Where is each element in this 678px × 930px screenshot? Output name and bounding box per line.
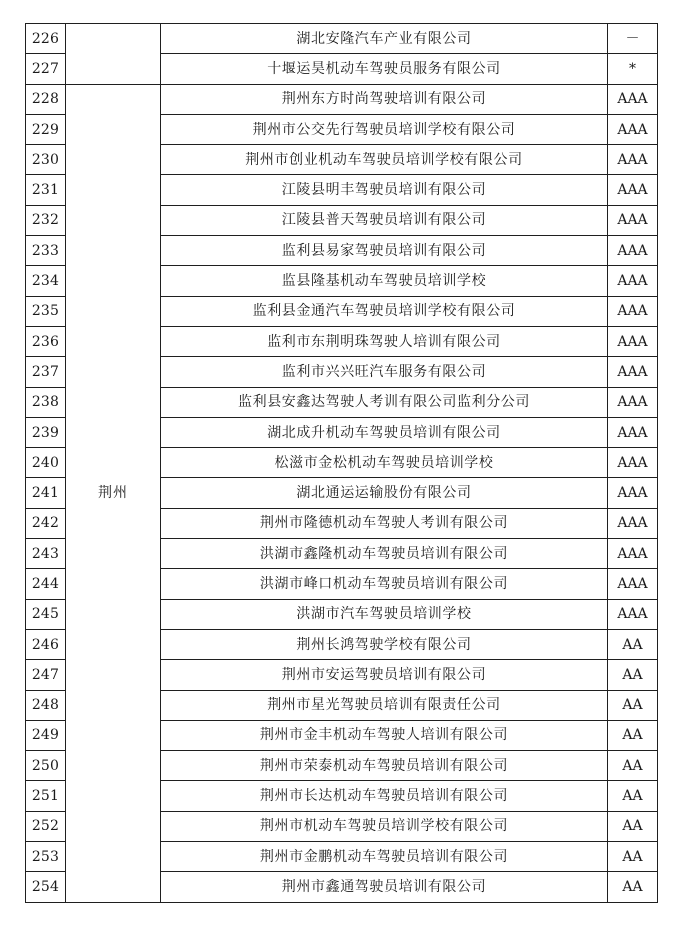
row-number: 247 [26,660,66,690]
company-name: 洪湖市峰口机动车驾驶员培训有限公司 [161,569,608,599]
row-number: 249 [26,720,66,750]
row-number: 254 [26,872,66,902]
row-number: 228 [26,84,66,114]
company-name: 监利市兴兴旺汽车服务有限公司 [161,357,608,387]
row-number: 248 [26,690,66,720]
region-cell [66,24,161,85]
rating-grade: AAA [608,114,658,144]
row-number: 243 [26,539,66,569]
rating-grade: AAA [608,478,658,508]
company-name: 荆州市创业机动车驾驶员培训学校有限公司 [161,145,608,175]
rating-grade: AAA [608,175,658,205]
row-number: 241 [26,478,66,508]
company-name: 松滋市金松机动车驾驶员培训学校 [161,448,608,478]
row-number: 231 [26,175,66,205]
company-name: 洪湖市鑫隆机动车驾驶员培训有限公司 [161,539,608,569]
rating-grade: AA [608,660,658,690]
rating-grade: AAA [608,266,658,296]
rating-grade: AAA [608,84,658,114]
row-number: 227 [26,54,66,84]
row-number: 253 [26,842,66,872]
company-name: 江陵县明丰驾驶员培训有限公司 [161,175,608,205]
rating-grade: AAA [608,539,658,569]
company-name: 监利县安鑫达驾驶人考训有限公司监利分公司 [161,387,608,417]
company-name: 荆州东方时尚驾驶培训有限公司 [161,84,608,114]
company-name: 监利县易家驾驶员培训有限公司 [161,236,608,266]
rating-grade: AA [608,751,658,781]
company-name: 荆州长鸿驾驶学校有限公司 [161,629,608,659]
row-number: 252 [26,811,66,841]
rating-grade: AA [608,690,658,720]
company-name: 荆州市星光驾驶员培训有限责任公司 [161,690,608,720]
row-number: 250 [26,751,66,781]
rating-grade: AA [608,872,658,902]
rating-grade: AA [608,811,658,841]
company-name: 荆州市鑫通驾驶员培训有限公司 [161,872,608,902]
row-number: 240 [26,448,66,478]
row-number: 237 [26,357,66,387]
company-name: 湖北通运运输股份有限公司 [161,478,608,508]
region-cell: 荆州 [66,84,161,902]
rating-grade: AAA [608,387,658,417]
rating-grade: AA [608,781,658,811]
company-name: 荆州市机动车驾驶员培训学校有限公司 [161,811,608,841]
company-name: 江陵县普天驾驶员培训有限公司 [161,205,608,235]
rating-grade: AAA [608,326,658,356]
row-number: 229 [26,114,66,144]
row-number: 232 [26,205,66,235]
company-name: 荆州市公交先行驾驶员培训学校有限公司 [161,114,608,144]
company-name: 十堰运昊机动车驾驶员服务有限公司 [161,54,608,84]
driving-school-rating-table [25,23,658,903]
row-number: 230 [26,145,66,175]
rating-grade: AAA [608,508,658,538]
row-number: 233 [26,236,66,266]
rating-grade: AAA [608,599,658,629]
company-name: 湖北安隆汽车产业有限公司 [161,24,608,54]
row-number: 226 [26,24,66,54]
row-number: 238 [26,387,66,417]
row-number: 239 [26,417,66,447]
rating-grade: AAA [608,236,658,266]
rating-grade: AAA [608,448,658,478]
company-name: 荆州市安运驾驶员培训有限公司 [161,660,608,690]
rating-grade: AAA [608,145,658,175]
rating-grade: * [608,54,658,84]
company-name: 荆州市金丰机动车驾驶人培训有限公司 [161,720,608,750]
rating-grade: AA [608,629,658,659]
company-name: 荆州市金鹏机动车驾驶员培训有限公司 [161,842,608,872]
rating-grade: AAA [608,417,658,447]
row-number: 245 [26,599,66,629]
table-row [26,84,658,114]
rating-grade: AAA [608,205,658,235]
company-name: 监县隆基机动车驾驶员培训学校 [161,266,608,296]
row-number: 235 [26,296,66,326]
table-row [26,24,658,54]
company-name: 洪湖市汽车驾驶员培训学校 [161,599,608,629]
company-name: 荆州市隆德机动车驾驶人考训有限公司 [161,508,608,538]
row-number: 234 [26,266,66,296]
rating-grade: AAA [608,569,658,599]
company-name: 湖北成升机动车驾驶员培训有限公司 [161,417,608,447]
rating-grade: AAA [608,296,658,326]
rating-grade: AAA [608,357,658,387]
rating-grade: AA [608,720,658,750]
company-name: 荆州市长达机动车驾驶员培训有限公司 [161,781,608,811]
company-name: 监利市东荆明珠驾驶人培训有限公司 [161,326,608,356]
company-name: 荆州市荣泰机动车驾驶员培训有限公司 [161,751,608,781]
rating-grade: － [608,24,658,54]
row-number: 244 [26,569,66,599]
row-number: 242 [26,508,66,538]
row-number: 251 [26,781,66,811]
rating-grade: AA [608,842,658,872]
table-body [26,24,658,903]
company-name: 监利县金通汽车驾驶员培训学校有限公司 [161,296,608,326]
row-number: 236 [26,326,66,356]
row-number: 246 [26,629,66,659]
